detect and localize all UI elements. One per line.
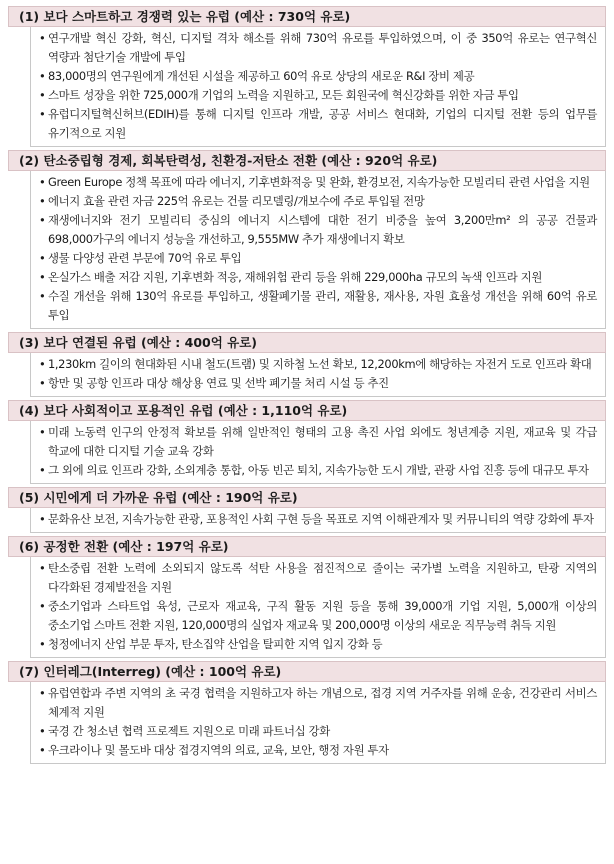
bullet-icon: • — [39, 251, 46, 265]
bullet-item — [39, 192, 597, 211]
bullet-item — [39, 355, 597, 374]
section-body — [30, 353, 606, 397]
bullet-item — [39, 29, 597, 67]
bullet-item — [39, 374, 597, 393]
bullet-text: 유럽디지털혁신허브(EDIH)를 통해 디지털 인프라 개발, 공공 서비스 현대화, 기업의 디지털 전환 등의 업무를 유기적으로 지원 — [48, 107, 597, 140]
section-body — [30, 421, 606, 484]
bullet-text: 83,000명의 연구원에게 개선된 시설을 제공하고 60억 유로 상당의 새로운 R&I 장비 제공 — [48, 69, 475, 83]
bullet-icon: • — [39, 175, 46, 189]
bullet-item — [39, 510, 597, 529]
section-title: (7) 인터레그(Interreg) (예산 : 100억 유로) — [8, 661, 606, 682]
bullet-text: 에너지 효율 관련 자금 225억 유로는 건물 리모델링/개보수에 주로 투입될 전망 — [48, 194, 425, 208]
bullet-item — [39, 211, 597, 249]
bullet-text: 1,230km 길이의 현대화된 시내 철도(트램) 및 지하철 노선 확보, 12,200km에 해당하는 자전거 도로 인프라 확대 — [48, 357, 592, 371]
section-title: (1) 보다 스마트하고 경쟁력 있는 유럽 (예산 : 730억 유로) — [8, 6, 606, 27]
bullet-icon: • — [39, 88, 46, 102]
section-body — [30, 171, 606, 329]
bullet-icon: • — [39, 637, 46, 651]
section-1 — [8, 6, 606, 147]
section-title: (6) 공정한 전환 (예산 : 197억 유로) — [8, 536, 606, 557]
bullet-item — [39, 722, 597, 741]
bullet-text: 연구개발 혁신 강화, 혁신, 디지털 격차 해소를 위해 730억 유로를 투입하였으며, 이 중 350억 유로는 연구혁신 역량과 첨단기술 개발에 투입 — [48, 31, 597, 64]
bullet-item — [39, 423, 597, 461]
bullet-icon: • — [39, 289, 46, 303]
section-5 — [8, 487, 606, 533]
section-title: (2) 탄소중립형 경제, 회복탄력성, 친환경-저탄소 전환 (예산 : 920억 유로) — [8, 150, 606, 171]
bullet-icon: • — [39, 724, 46, 738]
bullet-text: 우크라이나 및 몰도바 대상 접경지역의 의료, 교육, 보안, 행정 자원 투자 — [48, 743, 389, 757]
bullet-text: 수질 개선을 위해 130억 유로를 투입하고, 생활폐기물 관리, 재활용, 재사용, 자원 효율성 개선을 위해 60억 유로 투입 — [48, 289, 597, 322]
bullet-text: 국경 간 청소년 협력 프로젝트 지원으로 미래 파트너십 강화 — [48, 724, 330, 738]
document — [8, 6, 606, 767]
bullet-item — [39, 684, 597, 722]
section-3 — [8, 332, 606, 397]
bullet-icon: • — [39, 425, 46, 439]
bullet-text: 스마트 성장을 위한 725,000개 기업의 노력을 지원하고, 모든 회원국에 혁신강화를 위한 자금 투입 — [48, 88, 519, 102]
bullet-text: 중소기업과 스타트업 육성, 근로자 재교육, 구직 활동 지원 등을 통해 39,000개 기업 지원, 5,000개 이상의 중소기업 스마트 전환 지원, 120,000명의 실업자 재교육 및 200,000명 이상의 새로운 직무능력 취득 지원 — [48, 599, 597, 632]
bullet-item — [39, 635, 597, 654]
bullet-item — [39, 741, 597, 760]
bullet-item — [39, 559, 597, 597]
bullet-text: 탄소중립 전환 노력에 소외되지 않도록 석탄 사용을 점진적으로 줄이는 국가별 노력을 지원하고, 탄광 지역의 다각화된 경제발전을 지원 — [48, 561, 597, 594]
section-6 — [8, 536, 606, 658]
bullet-item — [39, 249, 597, 268]
bullet-icon: • — [39, 743, 46, 757]
bullet-icon: • — [39, 463, 46, 477]
bullet-icon: • — [39, 376, 46, 390]
section-2 — [8, 150, 606, 329]
section-body — [30, 508, 606, 533]
bullet-item — [39, 173, 597, 192]
bullet-text: 미래 노동력 인구의 안정적 확보를 위해 일반적인 형태의 고용 촉진 사업 외에도 청년계층 지원, 재교육 및 각급 학교에 대한 디지털 기술 교육 강화 — [48, 425, 597, 458]
bullet-item — [39, 67, 597, 86]
section-title: (5) 시민에게 더 가까운 유럽 (예산 : 190억 유로) — [8, 487, 606, 508]
bullet-icon: • — [39, 194, 46, 208]
section-body — [30, 682, 606, 764]
bullet-text: 생물 다양성 관련 부문에 70억 유로 투입 — [48, 251, 242, 265]
bullet-icon: • — [39, 270, 46, 284]
bullet-icon: • — [39, 599, 46, 613]
bullet-item — [39, 461, 597, 480]
bullet-text: 유럽연합과 주변 지역의 초 국경 협력을 지원하고자 하는 개념으로, 접경 지역 거주자를 위해 운송, 건강관리 서비스 체계적 지원 — [48, 686, 597, 719]
bullet-text: 항만 및 공항 인프라 대상 해상용 연료 및 선박 폐기물 처리 시설 등 추진 — [48, 376, 389, 390]
section-body — [30, 27, 606, 147]
bullet-icon: • — [39, 107, 46, 121]
section-7 — [8, 661, 606, 764]
bullet-item — [39, 105, 597, 143]
bullet-item — [39, 287, 597, 325]
bullet-item — [39, 268, 597, 287]
section-title: (4) 보다 사회적이고 포용적인 유럽 (예산 : 1,110억 유로) — [8, 400, 606, 421]
bullet-icon: • — [39, 31, 46, 45]
bullet-text: 문화유산 보전, 지속가능한 관광, 포용적인 사회 구현 등을 목표로 지역 이해관계자 및 커뮤니티의 역량 강화에 투자 — [48, 512, 594, 526]
section-body — [30, 557, 606, 658]
bullet-icon: • — [39, 357, 46, 371]
bullet-text: 그 외에 의료 인프라 강화, 소외계층 통합, 아동 빈곤 퇴치, 지속가능한 도시 개발, 관광 사업 진흥 등에 대규모 투자 — [48, 463, 589, 477]
bullet-text: 온실가스 배출 저감 지원, 기후변화 적응, 재해위험 관리 등을 위해 229,000ha 규모의 녹색 인프라 지원 — [48, 270, 543, 284]
bullet-item — [39, 597, 597, 635]
bullet-icon: • — [39, 561, 46, 575]
bullet-item — [39, 86, 597, 105]
section-4 — [8, 400, 606, 484]
bullet-icon: • — [39, 69, 46, 83]
bullet-icon: • — [39, 512, 46, 526]
bullet-text: 재생에너지와 전기 모빌리티 중심의 에너지 시스템에 대한 전기 비중을 높여 3,200만m² 의 공공 건물과 698,000가구의 에너지 성능을 개선하고, 9,555MW 추가 재생에너지 확보 — [48, 213, 597, 246]
bullet-text: 청정에너지 산업 부문 투자, 탄소집약 산업을 탈피한 지역 입지 강화 등 — [48, 637, 383, 651]
bullet-text: Green Europe 정책 목표에 따라 에너지, 기후변화적응 및 완화, 환경보전, 지속가능한 모빌리티 관련 사업을 지원 — [48, 175, 590, 189]
bullet-icon: • — [39, 213, 46, 227]
section-title: (3) 보다 연결된 유럽 (예산 : 400억 유로) — [8, 332, 606, 353]
bullet-icon: • — [39, 686, 46, 700]
